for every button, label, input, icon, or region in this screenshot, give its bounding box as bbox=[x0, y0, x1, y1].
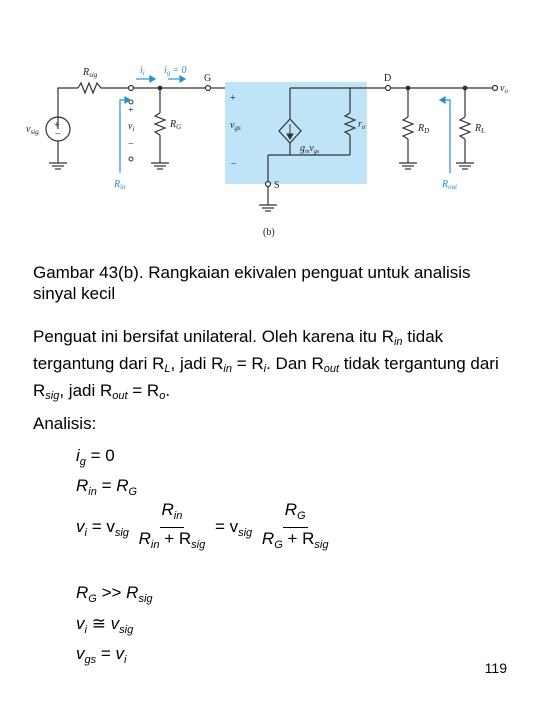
rg-label: $R_G$ bbox=[170, 119, 182, 131]
gm-label: $g_mv_{gs}$ bbox=[300, 143, 320, 155]
figure-caption: Gambar 43(b). Rangkaian ekivalen penguat untuk analisis sinyal kecil bbox=[33, 263, 471, 303]
equation-vi-divider: $v_i = v_{sig}$ $\frac{R_{in}}{R_{in} + R_{sig}}$ = $v_{sig}$ $\frac{R_G}{R_G + R_{sig}}$ bbox=[76, 500, 333, 555]
rsig-label: $R_{sig}$ bbox=[83, 67, 98, 79]
page-number: 119 bbox=[484, 660, 507, 676]
equation-rg-much-greater: $R_G >> R_{sig}$ bbox=[76, 583, 153, 605]
vo-label: $v_o$ bbox=[500, 83, 508, 95]
rd-label: $R_D$ bbox=[418, 123, 430, 135]
equation-rin: $R_{in} = R_G$ bbox=[76, 476, 138, 498]
fraction-rin: $\frac{R_{in}}{R_{in} + R_{sig}}$ bbox=[138, 500, 206, 551]
rl-resistor bbox=[460, 117, 470, 139]
rl-label: $R_L$ bbox=[475, 123, 486, 135]
node-d-label: D bbox=[384, 73, 392, 84]
source-minus: − bbox=[55, 129, 61, 140]
node-s-label: S bbox=[274, 180, 280, 191]
rsig-resistor bbox=[78, 83, 104, 93]
node-g-label: G bbox=[204, 73, 212, 84]
vgs-plus: + bbox=[230, 93, 236, 104]
rin-label: $R_{in}$ bbox=[114, 179, 126, 191]
equation-vi-approx: $v_i$ ≅ $v_{sig}$ bbox=[76, 614, 134, 636]
equation-vgs: $v_{gs} = v_i$ bbox=[76, 644, 127, 666]
vsig-label: $v_{sig}$ bbox=[26, 124, 39, 136]
ro-label: $r_o$ bbox=[358, 119, 366, 131]
vgs-minus: − bbox=[231, 159, 237, 170]
body-paragraph: Penguat ini bersifat unilateral. Oleh karena itu $R_{in}$ tidak tergantung dari $R_L$, jadi $R_{in} = R_i$. Dan $R_{out}$ tidak tergantung dari $R_{sig}$, jadi $R_{out} = R_o$. bbox=[33, 327, 499, 402]
ig-label: $i_g = 0$ bbox=[164, 65, 187, 77]
ii-label: $i_i$ bbox=[140, 65, 145, 77]
figure-id: (b) bbox=[263, 227, 275, 238]
circuit-diagram bbox=[26, 55, 520, 240]
source-plus: + bbox=[54, 120, 60, 131]
rout-label: $R_{out}$ bbox=[442, 179, 458, 191]
equation-ig: $i_g = 0$ bbox=[76, 446, 115, 468]
rg-resistor bbox=[155, 113, 165, 135]
analysis-heading: Analisis: bbox=[33, 414, 97, 433]
vi-label: $v_i$ bbox=[128, 121, 135, 133]
vi-plus: + bbox=[128, 105, 134, 116]
fraction-rg: $\frac{R_G}{R_G + R_{sig}}$ bbox=[261, 500, 329, 551]
vi-minus: − bbox=[128, 139, 134, 150]
rd-resistor bbox=[403, 117, 413, 139]
vgs-label: $v_{gs}$ bbox=[230, 120, 241, 132]
